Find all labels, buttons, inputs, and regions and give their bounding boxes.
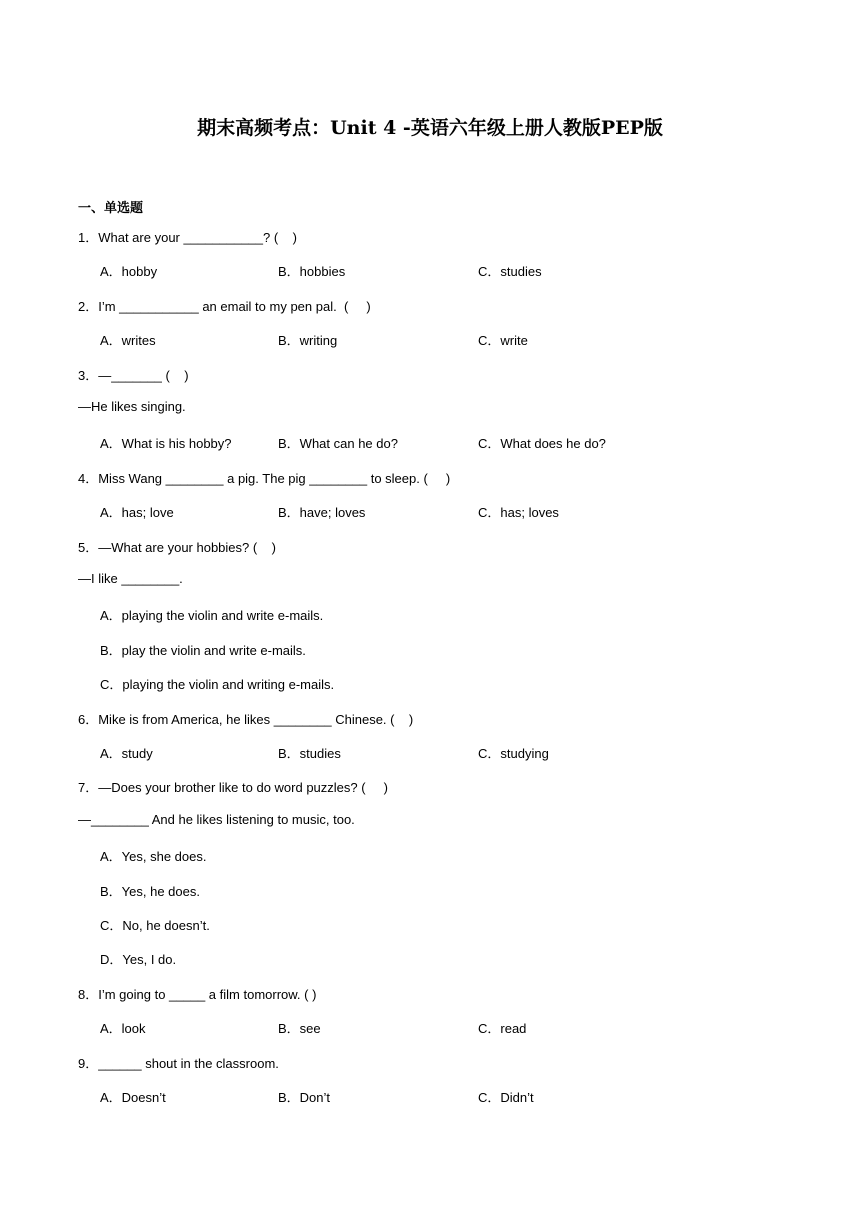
question-dialogue-line: —He likes singing. (78, 399, 186, 414)
answer-option: D．Yes, I do. (100, 952, 177, 968)
answer-option: C．has; loves (478, 505, 559, 521)
question-stem: 2．I’m ___________ an email to my pen pal. ( ) (78, 298, 371, 314)
question-stem: 1．What are your ___________? ( ) (78, 230, 297, 245)
question-stem: 5．—What are your hobbies? ( ) (78, 539, 276, 555)
answer-option: A．look (100, 1021, 146, 1037)
answer-option: A．Yes, she does. (100, 849, 207, 865)
answer-option: C．playing the violin and writing e-mails. (100, 677, 335, 693)
section-heading: 一、单选题 (78, 200, 144, 215)
question-dialogue-line: —I like ________. (78, 571, 183, 586)
answer-option: B．What can he do? (278, 436, 398, 452)
answer-option: B．play the violin and write e-mails. (100, 642, 306, 658)
question-stem: 8．I’m going to _____ a film tomorrow. ( ) (78, 986, 317, 1002)
answer-option: A．Doesn’t (100, 1090, 166, 1105)
answer-option: C．No, he doesn’t. (100, 918, 210, 933)
answer-option: C．Didn’t (478, 1090, 534, 1105)
question-stem: 9．______ shout in the classroom. (78, 1055, 279, 1071)
answer-option: A．study (100, 746, 153, 761)
answer-option: A．What is his hobby? (100, 436, 232, 452)
answer-option: B．hobbies (278, 264, 346, 280)
answer-option: A．playing the violin and write e-mails. (100, 608, 324, 624)
question-stem: 6．Mike is from America, he likes ________ Chinese. ( ) (78, 711, 414, 727)
answer-option: B．have; loves (278, 505, 366, 521)
question-dialogue-line: —________ And he likes listening to music, too. (78, 811, 355, 827)
answer-option: C．studies (478, 264, 542, 280)
answer-option: A．writes (100, 333, 156, 349)
question-stem: 7．—Does your brother like to do word puzzles? ( ) (78, 780, 388, 796)
answer-option: A．has; love (100, 505, 174, 521)
answer-option: C．What does he do? (478, 436, 606, 452)
answer-option: B．see (278, 1021, 321, 1037)
answer-option: B．Yes, he does. (100, 883, 200, 899)
answer-option: C．studying (478, 746, 549, 761)
answer-option: C．write (478, 333, 528, 349)
answer-option: C．read (478, 1021, 527, 1037)
answer-option: B．writing (278, 333, 338, 349)
answer-option: B．Don’t (278, 1090, 331, 1105)
question-stem: 3．—_______ ( ) (78, 367, 189, 383)
answer-option: A．hobby (100, 264, 158, 280)
question-stem: 4．Miss Wang ________ a pig. The pig ________ to sleep. ( ) (78, 470, 451, 486)
document-title: 期末高频考点：Unit 4 -英语六年级上册人教版PEP版 (197, 117, 663, 139)
answer-option: B．studies (278, 746, 341, 761)
